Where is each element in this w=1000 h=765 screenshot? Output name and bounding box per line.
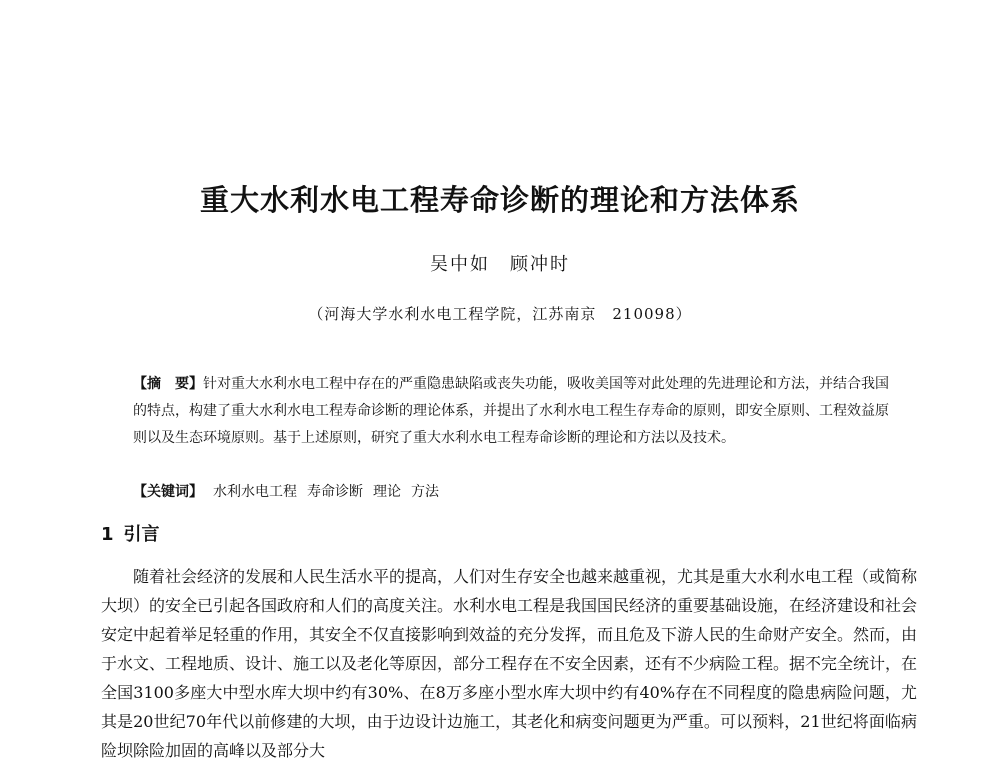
paper-title: 重大水利水电工程寿命诊断的理论和方法体系	[199, 183, 800, 217]
keyword: 水利水电工程	[213, 484, 297, 500]
abstract-text: 针对重大水利水电工程中存在的严重隐患缺陷或丧失功能，吸收美国等对此处理的先进理论和方法，并结合我国的特点，构建了重大水利水电工程寿命诊断的理论体系，并提出了水利水电工程生存寿命的原则，即安全原则、工程效益原则以及生态环境原则。基于上述原则，研究了重大水利水电工程寿命诊断的理论和方法以及技术。	[133, 376, 889, 446]
body-paragraph: 随着社会经济的发展和人民生活水平的提高，人们对生存安全也越来越重视，尤其是重大水利水电工程（或简称大坝）的安全已引起各国政府和人们的高度关注。水利水电工程是我国国民经济的重要基础设施，在经济建设和社会安定中起着举足轻重的作用，其安全不仅直接影响到效益的充分发挥，而且危及下游人民的生命财产安全。然而，由于水文、工程地质、设计、施工以及老化等原因，部分工程存在不安全因素，还有不少病险工程。据不完全统计，在全国3100多座大中型水库大坝中约有30%、在8万多座小型水库大坝中约有40%存在不同程度的隐患病险问题，尤其是20世纪70年代以前修建的大坝，由于边设计边施工，其老化和病变问题更为严重。可以预料，21世纪将面临病险坝除险加固的高峰以及部分大	[101, 567, 918, 760]
keyword: 方法	[411, 484, 439, 500]
keyword: 理论	[373, 484, 401, 500]
keywords-block	[133, 479, 893, 506]
keyword: 寿命诊断	[307, 484, 363, 500]
section-number: 1	[101, 524, 114, 545]
abstract-block	[133, 371, 893, 452]
section-heading	[101, 520, 160, 546]
author-name: 顾冲时	[510, 254, 570, 275]
author-list	[0, 250, 1000, 276]
author-name: 吴中如	[430, 254, 490, 275]
abstract-label: 【摘 要】	[133, 376, 203, 392]
section-title: 引言	[123, 524, 160, 545]
keywords-label: 【关键词】	[133, 484, 203, 500]
author-affiliation: （河海大学水利水电工程学院，江苏南京 210098）	[308, 305, 692, 323]
